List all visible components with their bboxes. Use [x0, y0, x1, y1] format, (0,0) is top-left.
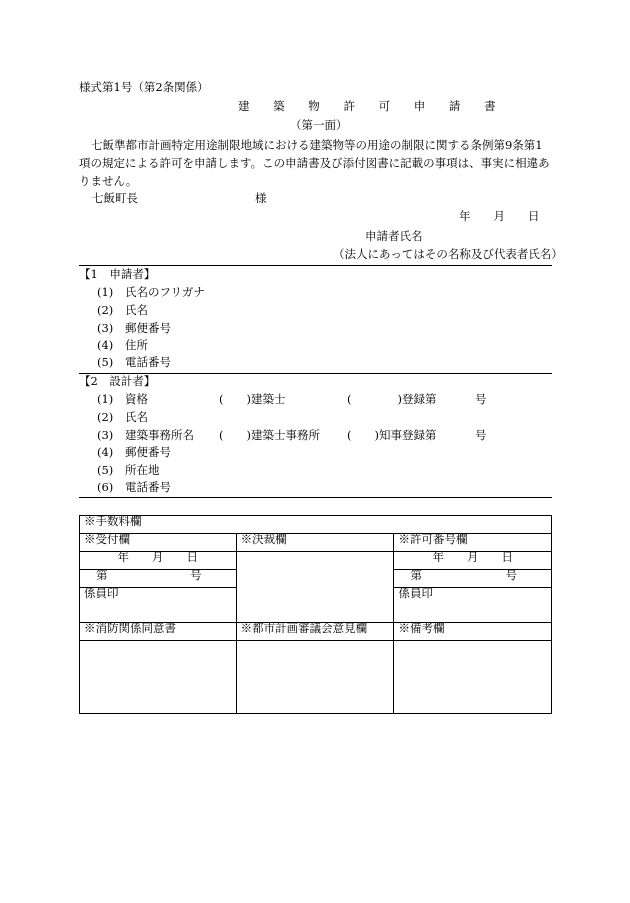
applicant-name-label: 申請者氏名 — [365, 229, 423, 243]
planning-council-header: ※都市計画審議会意見欄 — [236, 623, 394, 641]
section2-item: (5) 所在地 — [97, 463, 160, 477]
fee-table-title: ※手数料欄 — [80, 516, 552, 534]
addressee-honorific: 様 — [255, 191, 267, 205]
reception-date: 年 月 日 — [80, 552, 237, 570]
page-subtitle: （第一面） — [290, 118, 348, 132]
remarks-header: ※備考欄 — [394, 623, 552, 641]
permit-number-header: ※許可番号欄 — [394, 534, 552, 552]
section1-item: (3) 郵便番号 — [97, 321, 171, 335]
section1-item: (4) 住所 — [97, 338, 148, 352]
divider — [79, 265, 552, 266]
section2-item: (3) 建築事務所名 ( )建築士事務所 ( )知事登録第 号 — [97, 428, 487, 442]
decision-cell — [236, 552, 394, 623]
section2-item: (4) 郵便番号 — [97, 445, 171, 459]
reception-header: ※受付欄 — [80, 534, 237, 552]
section1-item: (1) 氏名のフリガナ — [97, 285, 205, 299]
section2-item: (1) 資格 ( )建築士 ( )登録第 号 — [97, 392, 487, 406]
applicant-name-note: （法人にあってはその名称及び代表者氏名） — [333, 247, 563, 261]
remarks-cell — [394, 641, 552, 714]
section1-item: (5) 電話番号 — [97, 355, 171, 369]
section2-heading: 【2 設計者】 — [79, 374, 156, 388]
permit-date: 年 月 日 — [394, 552, 552, 570]
section1-heading: 【1 申請者】 — [79, 267, 156, 281]
planning-council-cell — [236, 641, 394, 714]
permit-clerk-seal: 係員印 — [394, 588, 552, 623]
permit-number: 第 号 — [394, 570, 552, 588]
section2-item: (2) 氏名 — [97, 410, 148, 424]
reception-clerk-seal: 係員印 — [80, 588, 237, 623]
decision-header: ※決裁欄 — [236, 534, 394, 552]
reception-number: 第 号 — [80, 570, 237, 588]
intro-paragraph: 七飯準都市計画特定用途制限地域における建築物等の用途の制限に関する条例第9条第1項の規定による許可を申請します。この申請書及び添付図書に記載の事項は、事実に相違ありません。 — [79, 138, 550, 188]
fee-table — [79, 515, 552, 714]
date-line: 年 月 日 — [459, 209, 540, 223]
divider — [79, 497, 552, 498]
page-title: 建 築 物 許 可 申 請 書 — [238, 99, 506, 113]
form-number: 様式第1号（第2条関係） — [79, 80, 209, 94]
section1-item: (2) 氏名 — [97, 303, 148, 317]
fire-consent-header: ※消防関係同意書 — [80, 623, 237, 641]
section2-item: (6) 電話番号 — [97, 480, 171, 494]
addressee-name: 七飯町長 — [92, 191, 138, 205]
fire-consent-cell — [80, 641, 237, 714]
